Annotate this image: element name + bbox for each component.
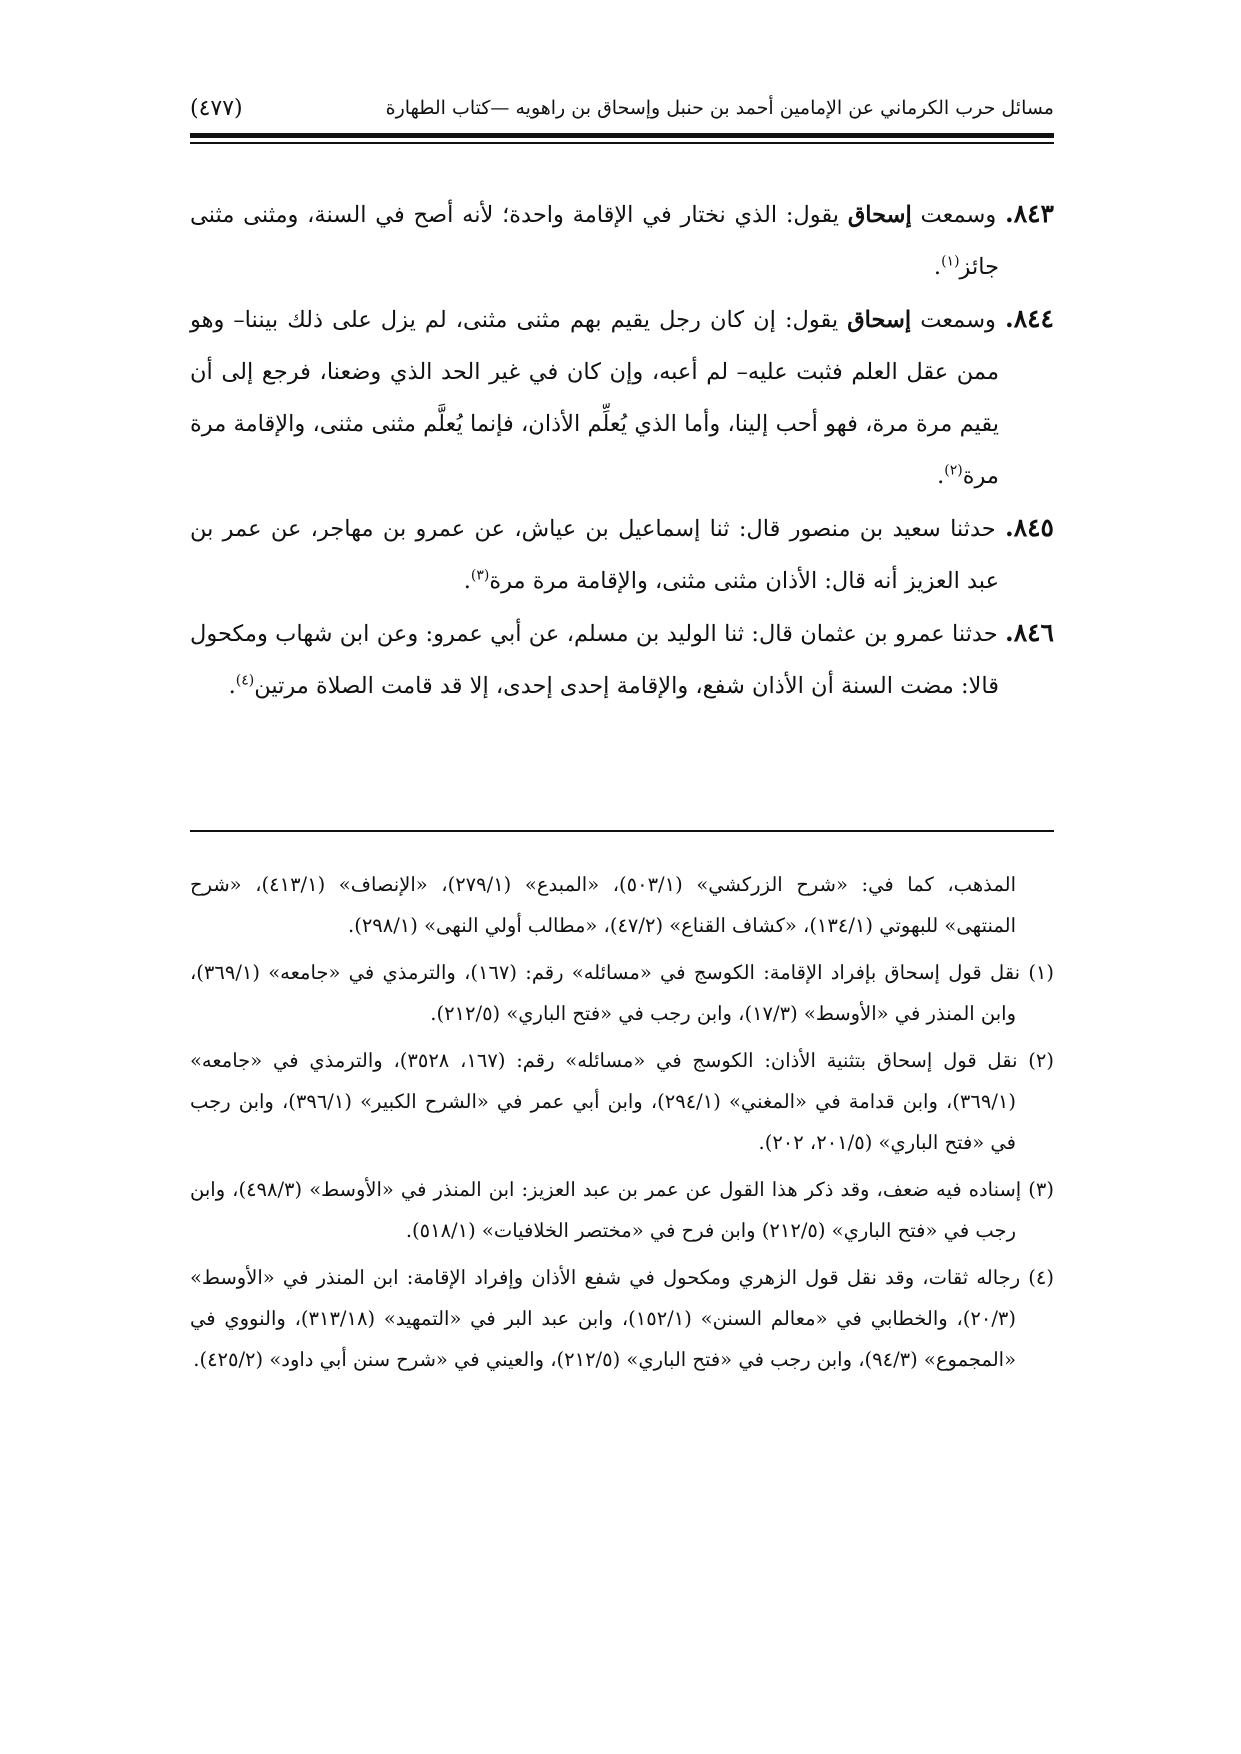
footnote-marker: (٤)	[1028, 1266, 1054, 1289]
footnotes	[190, 864, 1054, 1386]
footnote-marker: (٢)	[1028, 1049, 1054, 1072]
footnote-text: نقل قول إسحاق بتثنية الأذان: الكوسج في «مسائله» رقم: (١٦٧، ٣٥٢٨)، والترمذي في «جامعه» (٣٦٩/١)، وابن قدامة في «المغني» (٢٩٤/١)، وابن أبي عمر في «الشرح الكبير» (٣٩٦/١)، وابن رجب في «فتح الباري» (٢٠١/٥، ٢٠٢).	[190, 1049, 1029, 1154]
issue-846	[190, 607, 1054, 712]
footnote-2	[190, 1040, 1054, 1163]
footnote-marker: (١)	[1028, 961, 1055, 984]
issue-843	[190, 188, 1054, 293]
footnote-1	[190, 952, 1054, 1034]
running-header	[190, 88, 1054, 128]
footnote-text: نقل قول إسحاق بإفراد الإقامة: الكوسج في «مسائله» رقم: (١٦٧)، والترمذي في «جامعه» (٣٦٩/١)، وابن المنذر في «الأوسط» (١٧/٣)، وابن رجب في «فتح الباري» (٢١٢/٥).	[190, 961, 1029, 1025]
issue-text: يقول: الذي نختار في الإقامة واحدة؛ لأنه أصح في السنة، ومثنى مثنى جائز	[190, 202, 999, 280]
footnote-continuation: المذهب، كما في: «شرح الزركشي» (٥٠٣/١)، «المبدع» (٢٧٩/١)، «الإنصاف» (٤١٣/١)، «شرح المنتهى» للبهوتي (١٣٤/١)، «كشاف القناع» (٤٧/٢)، «مطالب أولي النهى» (٢٩٨/١).	[190, 873, 1016, 937]
running-title: مسائل حرب الكرماني عن الإمامين أحمد بن حنبل وإسحاق بن راهويه —كتاب الطهارة	[385, 97, 1054, 119]
footnote-text: رجاله ثقات، وقد نقل قول الزهري ومكحول في شفع الأذان وإفراد الإقامة: ابن المنذر في «الأوسط» (٢٠/٣)، والخطابي في «معالم السنن» (١٥٢/١)، وابن عبد البر في «التمهيد» (٣١٣/١٨)، والنووي في «المجموع» (٩٤/٣)، وابن رجب في «فتح الباري» (٢١٢/٥)، والعيني في «شرح سنن أبي داود» (٤٢٥/٢).	[190, 1266, 1029, 1371]
issue-number: ٨٤٤.	[1004, 304, 1054, 333]
issue-lead: وسمعت	[911, 307, 1005, 333]
header-rule-thin	[190, 142, 1054, 144]
issue-speaker: إسحاق	[847, 202, 912, 228]
issue-tail: .	[228, 673, 236, 699]
issue-lead: وسمعت	[911, 202, 1005, 228]
issue-number: ٨٤٣.	[1004, 199, 1054, 228]
issue-speaker: إسحاق	[847, 307, 912, 333]
issue-number: ٨٤٦.	[1004, 618, 1054, 647]
issue-text: يقول: إن كان رجل يقيم بهم مثنى مثنى، لم يزل على ذلك بيننا– وهو ممن عقل العلم فثبت عليه– لم أعبه، وإن كان في غير الحد الذي وضعنا، فرجع إلى أن يقيم مرة مرة، فهو أحب إلينا، وأما الذي يُعلِّم الأذان، فإنما يُعلَّم مثنى مثنى، والإقامة مرة مرة	[190, 307, 999, 489]
header-rule-thick	[190, 133, 1054, 138]
issue-844	[190, 293, 1054, 502]
footnote-ref: (٤)	[235, 672, 255, 689]
issue-text: حدثنا عمرو بن عثمان قال: ثنا الوليد بن مسلم، عن أبي عمرو: وعن ابن شهاب ومكحول قالا: مضت السنة أن الأذان شفع، والإقامة إحدى إحدى، إلا قد قامت الصلاة مرتين	[190, 621, 1005, 699]
issue-tail: .	[463, 568, 471, 594]
footnote-ref: (٢)	[944, 462, 963, 479]
footnote-ref: (٣)	[470, 567, 490, 584]
issue-number: ٨٤٥.	[1004, 513, 1054, 542]
issue-845	[190, 502, 1054, 607]
page-number: (٤٧٧)	[190, 95, 243, 121]
issue-tail: .	[937, 463, 945, 489]
main-text	[190, 188, 1054, 712]
footnote-ref: (١)	[941, 253, 960, 270]
footnote-4	[190, 1257, 1054, 1380]
issue-text: حدثنا سعيد بن منصور قال: ثنا إسماعيل بن عياش، عن عمرو بن مهاجر، عن عمر بن عبد العزيز أنه قال: الأذان مثنى مثنى، والإقامة مرة مرة	[190, 516, 1005, 594]
issue-tail: .	[933, 254, 942, 280]
footnote-3	[190, 1169, 1054, 1251]
footnote-text: إسناده فيه ضعف، وقد ذكر هذا القول عن عمر بن عبد العزيز: ابن المنذر في «الأوسط» (٤٩٨/٣)، وابن رجب في «فتح الباري» (٢١٢/٥) وابن فرح في «مختصر الخلافيات» (٥١٨/١).	[190, 1178, 1029, 1242]
footnote-separator	[190, 830, 1054, 832]
footnote-marker: (٣)	[1028, 1178, 1054, 1201]
